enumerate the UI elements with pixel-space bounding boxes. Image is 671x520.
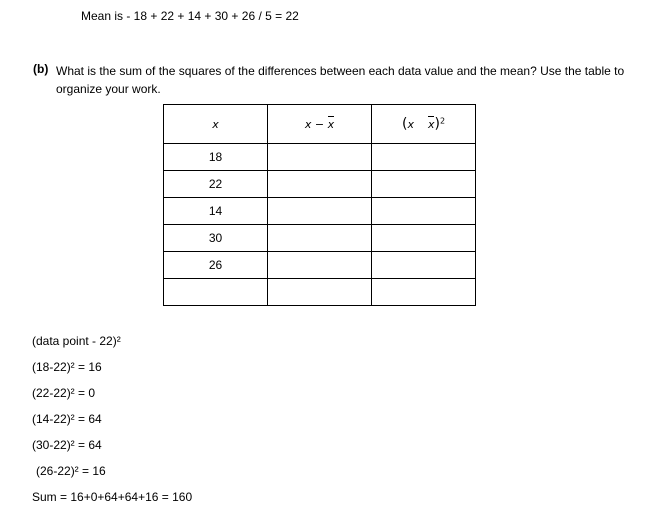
cell-diff [268, 198, 372, 225]
cell-sq [372, 198, 476, 225]
table-row [164, 279, 476, 306]
calculation-line: (30-22)² = 64 [32, 438, 102, 452]
mean-statement: Mean is - 18 + 22 + 14 + 30 + 26 / 5 = 22 [81, 9, 299, 23]
header-sq-x: x [407, 118, 414, 131]
table-row [164, 171, 476, 198]
work-table [163, 104, 476, 306]
cell-x: 30 [164, 225, 268, 252]
table-row [164, 144, 476, 171]
cell-diff [268, 171, 372, 198]
header-diff-x: x [304, 117, 312, 131]
header-sq-xbar: x [427, 118, 435, 131]
cell-sq [372, 252, 476, 279]
calculation-line: (14-22)² = 64 [32, 412, 102, 426]
calculation-sum: Sum = 16+0+64+64+16 = 160 [32, 490, 193, 504]
table-row [164, 225, 476, 252]
cell-x: 18 [164, 144, 268, 171]
header-x-minus-xbar [268, 105, 372, 144]
header-x-symbol: x [212, 117, 219, 131]
header-x [164, 105, 268, 144]
header-sq-exponent: 2 [439, 116, 446, 126]
cell-sq [372, 225, 476, 252]
header-diff-minus: − [314, 117, 325, 131]
cell-sq [372, 279, 476, 306]
cell-diff [268, 144, 372, 171]
cell-diff [268, 252, 372, 279]
part-b-question: What is the sum of the squares of the differences between each data value and the mean? Use the table to organize your work. [56, 64, 625, 96]
calculation-line: (18-22)² = 16 [32, 360, 102, 374]
part-b-label: (b) [33, 62, 49, 76]
cell-sq [372, 171, 476, 198]
table-header-row [164, 105, 476, 144]
calculation-header: (data point - 22)² [32, 334, 121, 348]
cell-diff [268, 225, 372, 252]
calculation-line: (22-22)² = 0 [32, 386, 96, 400]
cell-diff [268, 279, 372, 306]
header-squared-diff: (x x)$^2$ [372, 105, 476, 144]
header-diff-xbar: x [327, 117, 335, 131]
cell-sq [372, 144, 476, 171]
table-row [164, 198, 476, 225]
calculation-line: (26-22)² = 16 [36, 464, 106, 478]
cell-x [164, 279, 268, 306]
cell-x: 22 [164, 171, 268, 198]
cell-x: 14 [164, 198, 268, 225]
table-row [164, 252, 476, 279]
cell-x: 26 [164, 252, 268, 279]
